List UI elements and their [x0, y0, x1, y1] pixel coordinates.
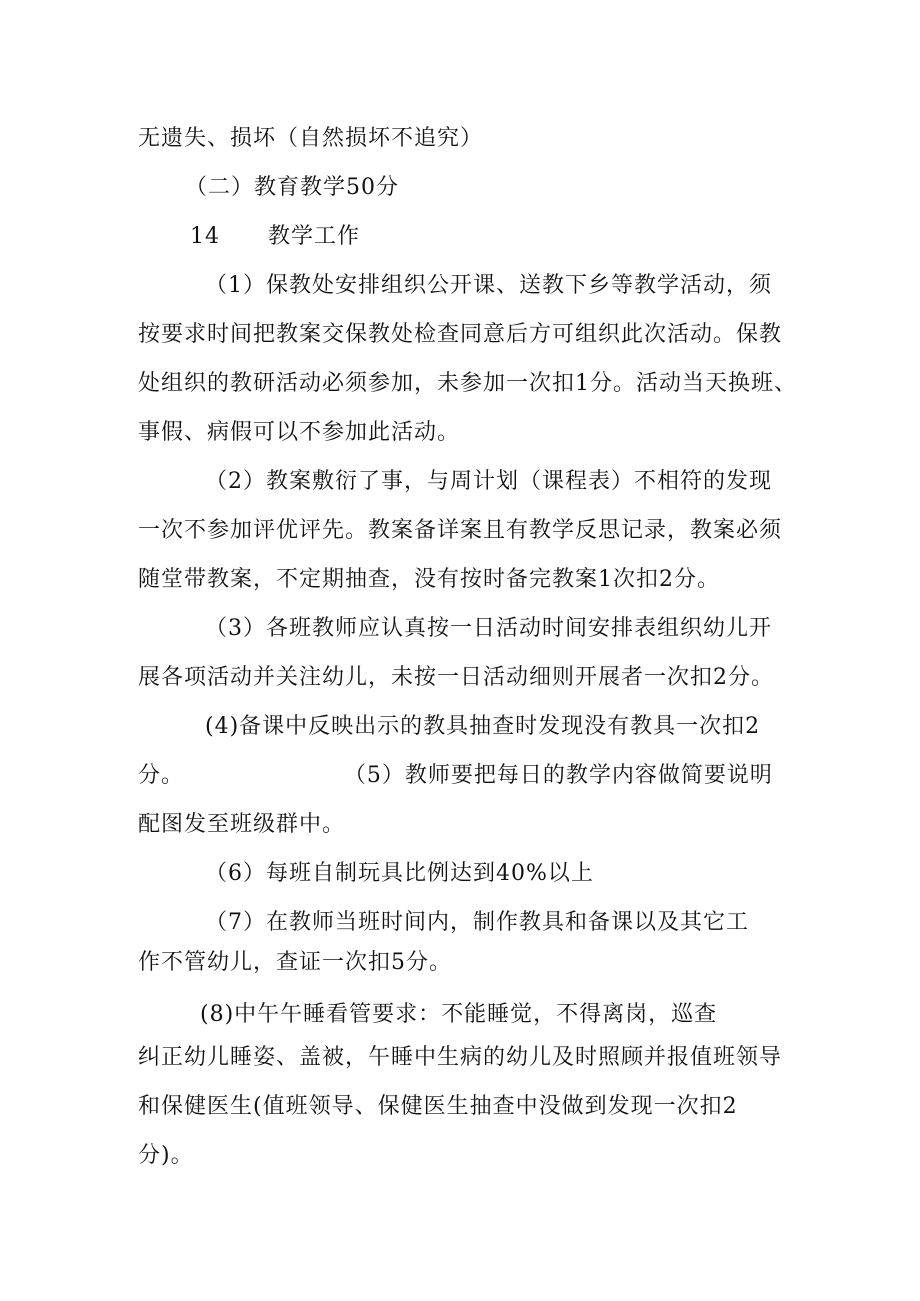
paragraph-4-line-2: 分。 （5）教师要把每日的教学内容做简要说明	[138, 763, 773, 788]
paragraph-2-line-1: （2）教案敷衍了事，与周计划（课程表）不相符的发现	[205, 469, 772, 494]
paragraph-1-line-1: （1）保教处安排组织公开课、送教下乡等教学活动，须	[205, 273, 772, 298]
paragraph-1-line-3: 处组织的教研活动必须参加，未参加一次扣1分。活动当天换班、	[138, 371, 797, 396]
text-line-continuation: 无遗失、损坏（自然损坏不追究）	[138, 126, 484, 151]
item-heading-teaching-work: 14 教学工作	[190, 224, 360, 249]
paragraph-5-line-2: 配图发至班级群中。	[138, 812, 346, 837]
paragraph-8-line-4: 分)。	[138, 1143, 194, 1168]
section-heading-education: （二）教育教学50分	[185, 175, 399, 200]
paragraph-6: （6）每班自制玩具比例达到40%以上	[205, 861, 594, 886]
paragraph-3-line-1: （3）各班教师应认真按一日活动时间安排表组织幼儿开	[205, 616, 772, 641]
paragraph-2-line-3: 随堂带教案，不定期抽查，没有按时备完教案1次扣2分。	[138, 567, 720, 592]
paragraph-8-line-1: (8)中午午睡看管要求：不能睡觉，不得离岗，巡查	[200, 1002, 718, 1027]
paragraph-1-line-4: 事假、病假可以不参加此活动。	[138, 420, 461, 445]
paragraph-8-line-3: 和保健医生(值班领导、保健医生抽查中没做到发现一次扣2	[138, 1094, 738, 1119]
paragraph-7-line-2: 作不管幼儿，查证一次扣5分。	[138, 950, 452, 975]
paragraph-3-line-2: 展各项活动并关注幼儿，未按一日活动细则开展者一次扣2分。	[138, 665, 774, 690]
paragraph-2-line-2: 一次不参加评优评先。教案备详案且有教学反思记录，教案必须	[138, 518, 783, 543]
paragraph-4-line-1: (4)备课中反映出示的教具抽查时发现没有教具一次扣2	[205, 714, 761, 739]
paragraph-8-line-2: 纠正幼儿睡姿、盖被，午睡中生病的幼儿及时照顾并报值班领导	[138, 1045, 783, 1070]
paragraph-1-line-2: 按要求时间把教案交保教处检查同意后方可组织此次活动。保教	[138, 322, 783, 347]
paragraph-7-line-1: （7）在教师当班时间内，制作教具和备课以及其它工	[205, 910, 749, 935]
